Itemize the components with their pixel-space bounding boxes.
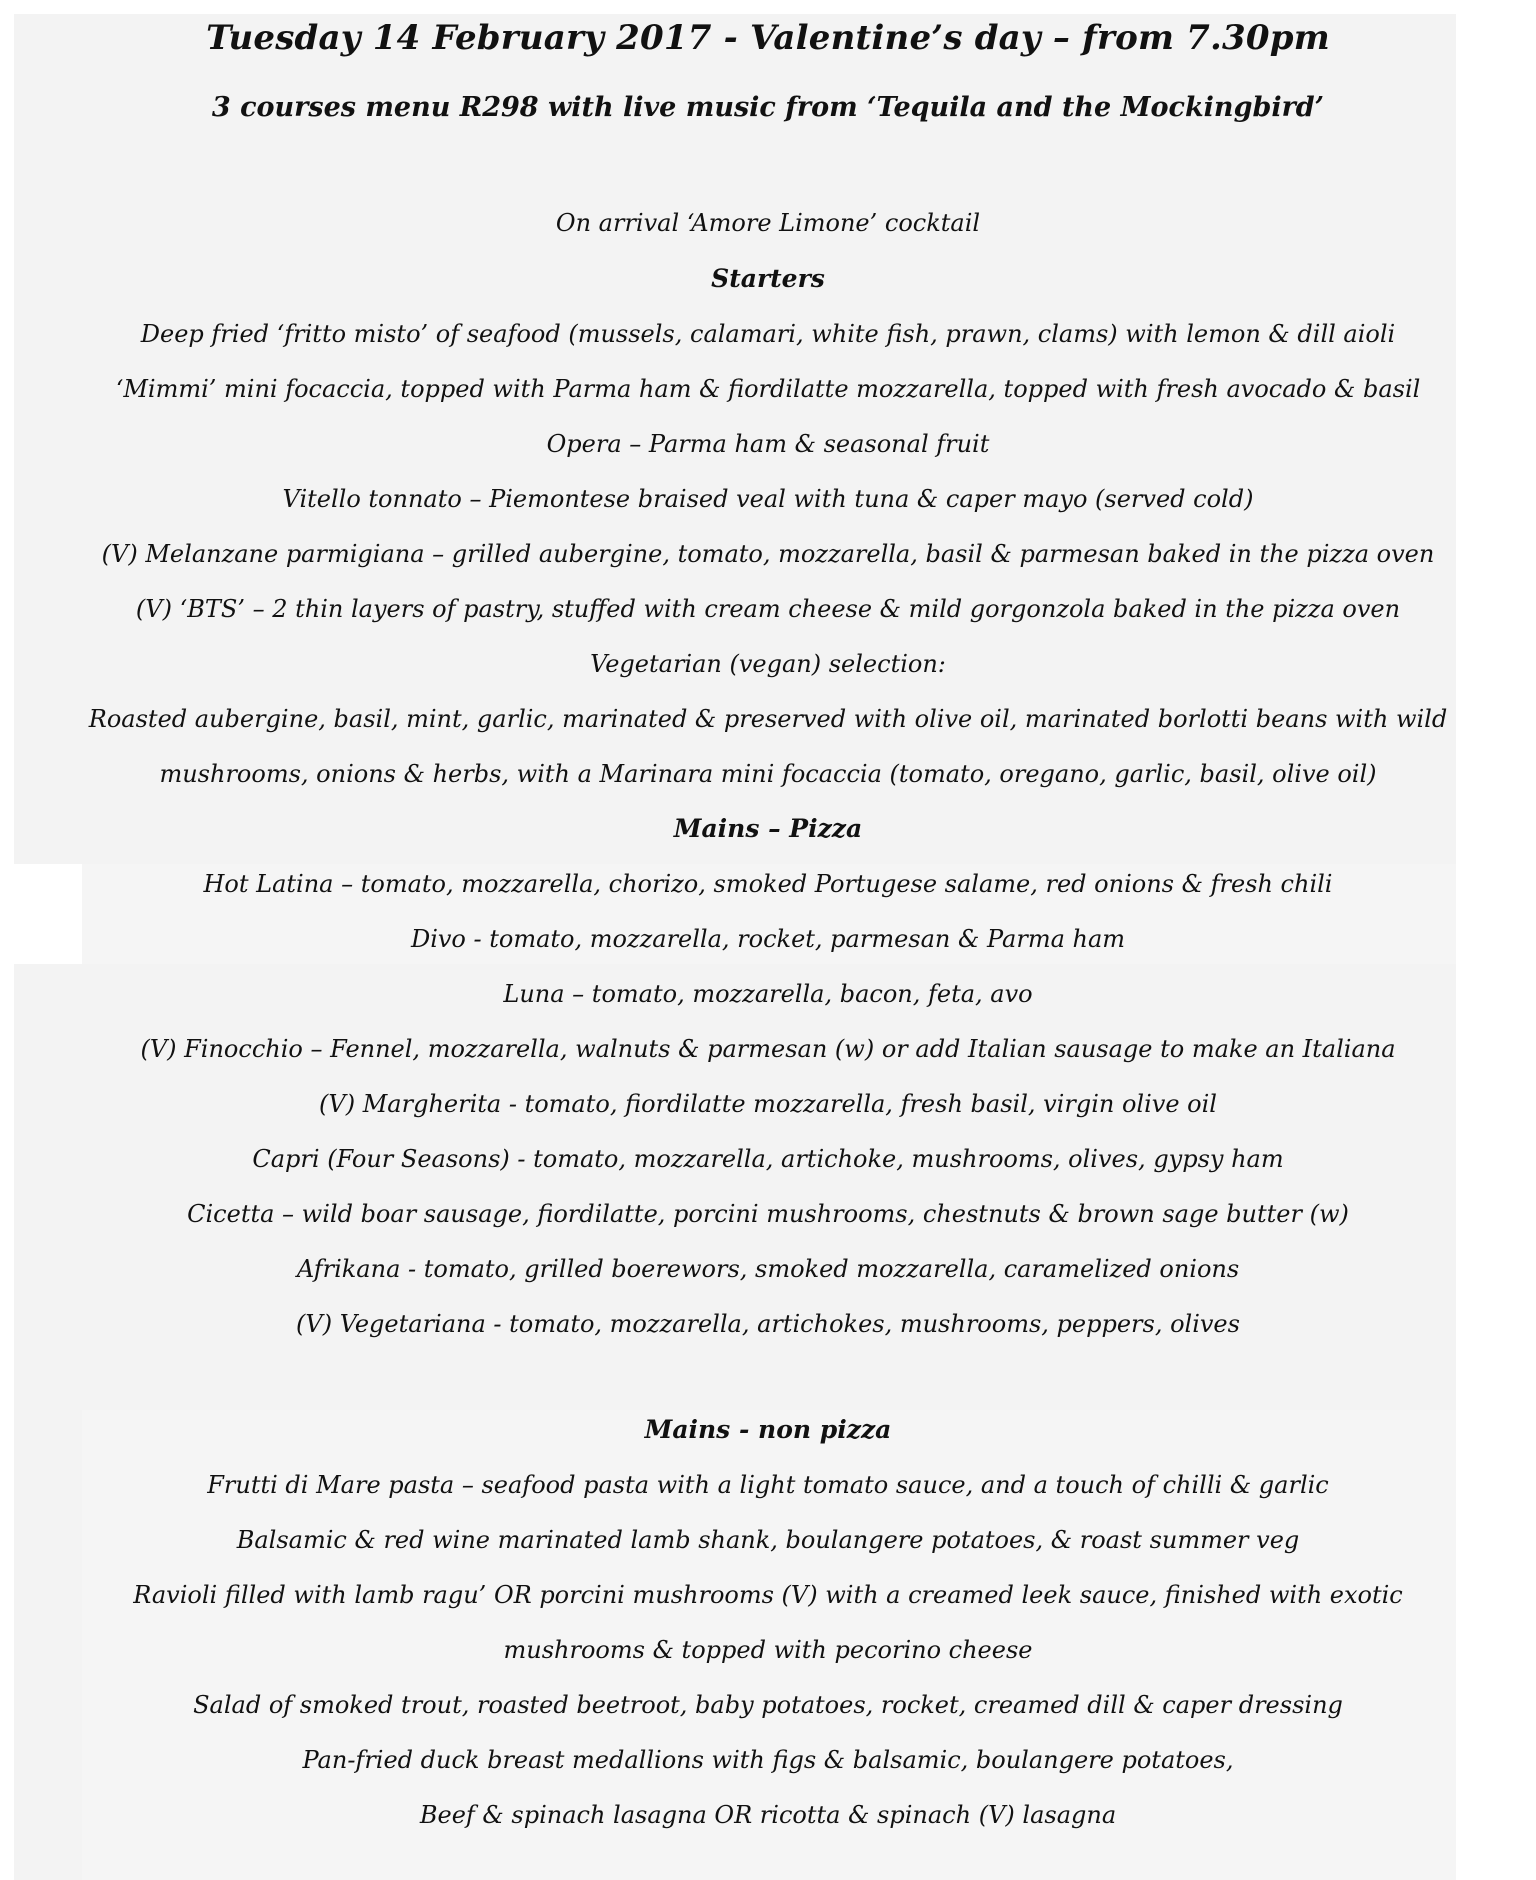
non-pizza-item: Ravioli filled with lamb ragu’ OR porcini mushrooms (V) with a creamed leek sauce, finished with exotic [133, 1581, 1403, 1609]
non-pizza-item: Frutti di Mare pasta – seafood pasta with a light tomato sauce, and a touch of chilli & garlic [207, 1471, 1329, 1499]
non-pizza-item: Beef & spinach lasagna OR ricotta & spinach (V) lasagna [419, 1801, 1117, 1829]
pizza-item: Afrikana - tomato, grilled boerewors, smoked mozzarella, caramelized onions [296, 1255, 1240, 1283]
pizza-item: (V) Vegetariana - tomato, mozzarella, artichokes, mushrooms, peppers, olives [296, 1310, 1240, 1338]
menu-title: Tuesday 14 February 2017 - Valentine’s day – from 7.30pm [206, 18, 1330, 58]
non-pizza-item: Pan-fried duck breast medallions with figs & balsamic, boulangere potatoes, [302, 1746, 1234, 1774]
menu-subtitle: 3 courses menu R298 with live music from ‘Tequila and the Mockingbird’ [211, 92, 1325, 123]
pizza-item: Hot Latina – tomato, mozzarella, chorizo, smoked Portugese salame, red onions & fresh chili [203, 870, 1333, 898]
non-pizza-item: mushrooms & topped with pecorino cheese [503, 1636, 1033, 1664]
pizza-item: Luna – tomato, mozzarella, bacon, feta, avo [503, 980, 1033, 1008]
starter-item: Roasted aubergine, basil, mint, garlic, marinated & preserved with olive oil, marinated borlotti beans with wild [88, 705, 1448, 733]
starter-item: Vitello tonnato – Piemontese braised veal with tuna & caper mayo (served cold) [282, 485, 1254, 513]
arrival-cocktail: On arrival ‘Amore Limone’ cocktail [555, 209, 981, 237]
starter-item: Vegetarian (vegan) selection: [590, 650, 946, 678]
pizza-item: (V) Margherita - tomato, fiordilatte mozzarella, fresh basil, virgin olive oil [319, 1090, 1217, 1118]
starter-item: Opera – Parma ham & seasonal fruit [546, 430, 990, 458]
starter-item: mushrooms, onions & herbs, with a Marinara mini focaccia (tomato, oregano, garlic, basil, olive oil) [159, 760, 1377, 788]
mains-pizza-heading: Mains – Pizza [673, 814, 863, 843]
starter-item: Deep fried ‘fritto misto’ of seafood (mussels, calamari, white fish, prawn, clams) with lemon & dill aioli [140, 320, 1396, 348]
non-pizza-item: Balsamic & red wine marinated lamb shank, boulangere potatoes, & roast summer veg [236, 1526, 1300, 1554]
starter-item: (V) Melanzane parmigiana – grilled aubergine, tomato, mozzarella, basil & parmesan baked in the pizza oven [101, 540, 1435, 568]
non-pizza-item: Salad of smoked trout, roasted beetroot, baby potatoes, rocket, creamed dill & caper dressing [193, 1691, 1343, 1719]
pizza-item: (V) Finocchio – Fennel, mozzarella, walnuts & parmesan (w) or add Italian sausage to make an Italiana [140, 1035, 1396, 1063]
pizza-item: Capri (Four Seasons) - tomato, mozzarella, artichoke, mushrooms, olives, gypsy ham [252, 1145, 1284, 1173]
starters-heading: Starters [711, 264, 825, 293]
mains-non-pizza-heading: Mains - non pizza [644, 1415, 892, 1444]
pizza-item: Divo - tomato, mozzarella, rocket, parmesan & Parma ham [410, 925, 1126, 953]
starter-item: (V) ‘BTS’ – 2 thin layers of pastry, stuffed with cream cheese & mild gorgonzola baked in the pizza oven [135, 595, 1401, 623]
pizza-item: Cicetta – wild boar sausage, fiordilatte, porcini mushrooms, chestnuts & brown sage butter (w) [187, 1200, 1349, 1228]
starter-item: ‘Mimmi’ mini focaccia, topped with Parma ham & fiordilatte mozzarella, topped with fresh avocado & basil [115, 375, 1421, 403]
